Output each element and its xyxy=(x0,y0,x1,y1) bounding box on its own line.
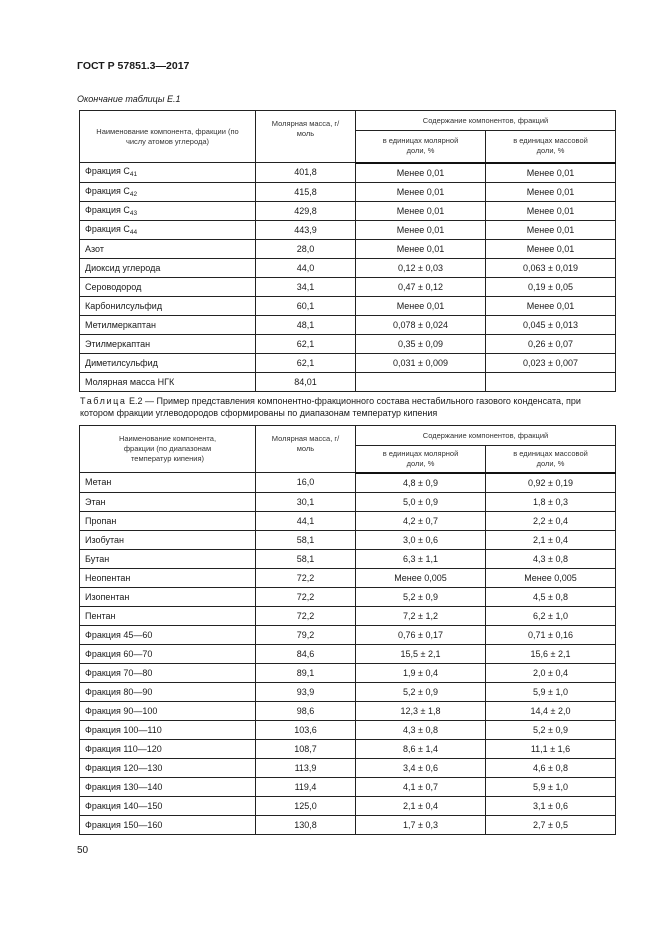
molar-fraction-cell: Менее 0,01 xyxy=(356,296,486,315)
mass-fraction-cell: 1,8 ± 0,3 xyxy=(486,492,616,511)
component-name xyxy=(80,815,256,834)
mass-fraction-cell: 2,7 ± 0,5 xyxy=(486,815,616,834)
component-name-subscript: 42 xyxy=(129,190,138,198)
component-name-text: Изобутан xyxy=(85,534,124,545)
molar-mass-cell: 58,1 xyxy=(256,549,356,568)
molar-mass-cell: 103,6 xyxy=(256,720,356,739)
table-row xyxy=(80,334,616,353)
table-row xyxy=(80,315,616,334)
table-row xyxy=(80,492,616,511)
component-name-text: Фракция 140—150 xyxy=(85,800,163,811)
component-name xyxy=(80,777,256,796)
mass-fraction-cell: Менее 0,01 xyxy=(486,220,616,239)
molar-fraction-cell: Менее 0,01 xyxy=(356,239,486,258)
molar-fraction-cell: 5,0 ± 0,9 xyxy=(356,492,486,511)
component-name xyxy=(80,353,256,372)
mass-fraction-cell: 0,045 ± 0,013 xyxy=(486,315,616,334)
molar-fraction-cell: 3,0 ± 0,6 xyxy=(356,530,486,549)
mass-fraction-cell: 15,6 ± 2,1 xyxy=(486,644,616,663)
component-name xyxy=(80,182,256,201)
table2-caption-label: Таблица xyxy=(80,396,127,406)
molar-fraction-cell: 5,2 ± 0,9 xyxy=(356,587,486,606)
component-name-text: Сероводород xyxy=(85,281,142,292)
component-name xyxy=(80,473,256,493)
table1-header-molar-mass: Молярная масса, г/моль xyxy=(256,111,356,163)
molar-mass-cell: 79,2 xyxy=(256,625,356,644)
molar-mass-cell: 415,8 xyxy=(256,182,356,201)
mass-fraction-cell: 0,92 ± 0,19 xyxy=(486,473,616,493)
table1 xyxy=(79,110,616,392)
component-name-text: Фракция 70—80 xyxy=(85,667,153,678)
table1-header-mass-fraction: в единицах массовой доли, % xyxy=(486,131,616,163)
component-name xyxy=(80,568,256,587)
molar-mass-cell: 34,1 xyxy=(256,277,356,296)
mass-fraction-cell: 5,9 ± 1,0 xyxy=(486,682,616,701)
mass-fraction-cell: 0,26 ± 0,07 xyxy=(486,334,616,353)
component-name-text: Фракция C xyxy=(85,185,130,196)
table2-header-molar-fraction: в единицах молярной доли, % xyxy=(356,446,486,473)
table-row xyxy=(80,163,616,183)
molar-mass-cell: 401,8 xyxy=(256,163,356,183)
component-name xyxy=(80,334,256,353)
molar-fraction-cell: 7,2 ± 1,2 xyxy=(356,606,486,625)
component-name-text: Диоксид углерода xyxy=(85,262,161,273)
table1-header-content: Содержание компонентов, фракций xyxy=(356,111,616,131)
mass-fraction-cell: 14,4 ± 2,0 xyxy=(486,701,616,720)
molar-mass-cell: 48,1 xyxy=(256,315,356,334)
mass-fraction-cell: 5,9 ± 1,0 xyxy=(486,777,616,796)
component-name xyxy=(80,239,256,258)
molar-fraction-cell: 3,4 ± 0,6 xyxy=(356,758,486,777)
component-name xyxy=(80,315,256,334)
molar-mass-cell: 84,6 xyxy=(256,644,356,663)
component-name-text: Фракция 90—100 xyxy=(85,705,158,716)
component-name xyxy=(80,644,256,663)
table-row xyxy=(80,815,616,834)
component-name xyxy=(80,511,256,530)
molar-mass-cell: 28,0 xyxy=(256,239,356,258)
component-name-subscript: 41 xyxy=(129,171,138,179)
table2-header-mass-fraction: в единицах массовой доли, % xyxy=(486,446,616,473)
molar-fraction-cell: Менее 0,01 xyxy=(356,182,486,201)
component-name xyxy=(80,796,256,815)
molar-mass-cell: 30,1 xyxy=(256,492,356,511)
mass-fraction-cell: Менее 0,01 xyxy=(486,296,616,315)
mass-fraction-cell: 2,2 ± 0,4 xyxy=(486,511,616,530)
component-name-text: Фракция 80—90 xyxy=(85,686,153,697)
molar-mass-cell: 89,1 xyxy=(256,663,356,682)
component-name-text: Карбонилсульфид xyxy=(85,300,163,311)
component-name-text: Этилмеркаптан xyxy=(85,338,151,349)
mass-fraction-cell: 6,2 ± 1,0 xyxy=(486,606,616,625)
table-row xyxy=(80,644,616,663)
component-name xyxy=(80,758,256,777)
molar-mass-cell: 16,0 xyxy=(256,473,356,493)
mass-fraction-cell: 4,5 ± 0,8 xyxy=(486,587,616,606)
table-row xyxy=(80,701,616,720)
mass-fraction-cell: Менее 0,01 xyxy=(486,201,616,220)
table-row xyxy=(80,758,616,777)
molar-mass-cell: 125,0 xyxy=(256,796,356,815)
component-name-text: Метилмеркаптан xyxy=(85,319,156,330)
table-row xyxy=(80,258,616,277)
component-name xyxy=(80,530,256,549)
table-row xyxy=(80,625,616,644)
component-name-text: Азот xyxy=(85,243,104,254)
molar-mass-cell: 60,1 xyxy=(256,296,356,315)
total-empty-cell-1 xyxy=(356,372,486,391)
molar-fraction-cell: 1,9 ± 0,4 xyxy=(356,663,486,682)
table2 xyxy=(79,425,616,835)
component-name-text: Фракция 120—130 xyxy=(85,762,163,773)
molar-mass-cell: 108,7 xyxy=(256,739,356,758)
total-row xyxy=(80,372,616,391)
total-empty-cell-2 xyxy=(486,372,616,391)
molar-fraction-cell: 6,3 ± 1,1 xyxy=(356,549,486,568)
component-name-text: Неопентан xyxy=(85,572,131,583)
mass-fraction-cell: 0,19 ± 0,05 xyxy=(486,277,616,296)
molar-fraction-cell: 4,1 ± 0,7 xyxy=(356,777,486,796)
mass-fraction-cell: Менее 0,01 xyxy=(486,182,616,201)
table-row xyxy=(80,530,616,549)
total-molar-mass: 84,01 xyxy=(256,372,356,391)
molar-mass-cell: 72,2 xyxy=(256,587,356,606)
molar-fraction-cell: 4,2 ± 0,7 xyxy=(356,511,486,530)
component-name xyxy=(80,258,256,277)
component-name-text: Фракция 45—60 xyxy=(85,629,153,640)
component-name-text: Фракция 110—120 xyxy=(85,743,162,754)
molar-mass-cell: 443,9 xyxy=(256,220,356,239)
molar-fraction-cell: 8,6 ± 1,4 xyxy=(356,739,486,758)
component-name xyxy=(80,492,256,511)
table-row xyxy=(80,739,616,758)
component-name-text: Фракция C xyxy=(85,223,130,234)
molar-fraction-cell: 0,35 ± 0,09 xyxy=(356,334,486,353)
table-row xyxy=(80,182,616,201)
component-name xyxy=(80,277,256,296)
molar-mass-cell: 130,8 xyxy=(256,815,356,834)
mass-fraction-cell: 4,3 ± 0,8 xyxy=(486,549,616,568)
table-row xyxy=(80,606,616,625)
component-name xyxy=(80,701,256,720)
page-number: 50 xyxy=(77,845,89,856)
component-name-text: Метан xyxy=(85,477,112,488)
component-name-text: Фракция C xyxy=(85,204,130,215)
molar-mass-cell: 58,1 xyxy=(256,530,356,549)
molar-mass-cell: 62,1 xyxy=(256,353,356,372)
mass-fraction-cell: 0,71 ± 0,16 xyxy=(486,625,616,644)
table-row xyxy=(80,777,616,796)
component-name-text: Пентан xyxy=(85,610,116,621)
table2-caption-text: Е.2 — Пример представления компонентно-фракционного состава нестабильного газового конденсата, при котором фракции углеводородов сформированы по диапазонам температур кипения xyxy=(80,396,581,418)
table-row xyxy=(80,568,616,587)
molar-fraction-cell: 2,1 ± 0,4 xyxy=(356,796,486,815)
component-name-text: Диметилсульфид xyxy=(85,357,158,368)
molar-fraction-cell: 0,031 ± 0,009 xyxy=(356,353,486,372)
molar-fraction-cell: Менее 0,01 xyxy=(356,163,486,183)
component-name-text: Фракция C xyxy=(85,166,130,177)
component-name-text: Фракция 100—110 xyxy=(85,724,162,735)
component-name-text: Бутан xyxy=(85,553,110,564)
table-row xyxy=(80,296,616,315)
molar-fraction-cell: 15,5 ± 2,1 xyxy=(356,644,486,663)
molar-mass-cell: 44,1 xyxy=(256,511,356,530)
molar-fraction-cell: 4,3 ± 0,8 xyxy=(356,720,486,739)
table-row xyxy=(80,663,616,682)
molar-fraction-cell: Менее 0,01 xyxy=(356,201,486,220)
component-name xyxy=(80,606,256,625)
molar-mass-cell: 44,0 xyxy=(256,258,356,277)
table-row xyxy=(80,549,616,568)
component-name-text: Фракция 130—140 xyxy=(85,781,163,792)
table-row xyxy=(80,796,616,815)
mass-fraction-cell: 0,023 ± 0,007 xyxy=(486,353,616,372)
mass-fraction-cell: 3,1 ± 0,6 xyxy=(486,796,616,815)
component-name xyxy=(80,720,256,739)
component-name-subscript: 43 xyxy=(129,209,138,217)
component-name xyxy=(80,201,256,220)
mass-fraction-cell: 11,1 ± 1,6 xyxy=(486,739,616,758)
component-name xyxy=(80,739,256,758)
component-name-text: Фракция 60—70 xyxy=(85,648,153,659)
table-row xyxy=(80,682,616,701)
molar-fraction-cell: 1,7 ± 0,3 xyxy=(356,815,486,834)
table2-header-name: Наименование компонента, фракции (по диапазонам температур кипения) xyxy=(80,426,256,473)
mass-fraction-cell: 4,6 ± 0,8 xyxy=(486,758,616,777)
total-label: Молярная масса НГК xyxy=(80,372,256,391)
molar-fraction-cell: 0,12 ± 0,03 xyxy=(356,258,486,277)
component-name-text: Фракция 150—160 xyxy=(85,819,163,830)
molar-mass-cell: 429,8 xyxy=(256,201,356,220)
component-name xyxy=(80,220,256,239)
table1-header-molar-fraction: в единицах молярной доли, % xyxy=(356,131,486,163)
molar-fraction-cell: 5,2 ± 0,9 xyxy=(356,682,486,701)
mass-fraction-cell: Менее 0,01 xyxy=(486,163,616,183)
mass-fraction-cell: 5,2 ± 0,9 xyxy=(486,720,616,739)
table1-header-name: Наименование компонента, фракции (по числу атомов углерода) xyxy=(80,111,256,163)
table-row xyxy=(80,353,616,372)
molar-mass-cell: 98,6 xyxy=(256,701,356,720)
component-name-text: Пропан xyxy=(85,515,117,526)
mass-fraction-cell: 2,1 ± 0,4 xyxy=(486,530,616,549)
table2-caption xyxy=(80,395,615,419)
table-row xyxy=(80,587,616,606)
component-name xyxy=(80,549,256,568)
table1-caption: Окончание таблицы Е.1 xyxy=(77,94,181,104)
standard-number: ГОСТ Р 57851.3—2017 xyxy=(77,60,190,72)
molar-mass-cell: 62,1 xyxy=(256,334,356,353)
component-name-subscript: 44 xyxy=(129,228,138,236)
table2-header-content: Содержание компонентов, фракций xyxy=(356,426,616,446)
component-name xyxy=(80,296,256,315)
table-row xyxy=(80,720,616,739)
molar-fraction-cell: 12,3 ± 1,8 xyxy=(356,701,486,720)
table-row xyxy=(80,277,616,296)
molar-mass-cell: 72,2 xyxy=(256,568,356,587)
component-name-text: Изопентан xyxy=(85,591,130,602)
molar-fraction-cell: Менее 0,01 xyxy=(356,220,486,239)
component-name-text: Этан xyxy=(85,496,106,507)
table-row xyxy=(80,220,616,239)
table-row xyxy=(80,201,616,220)
molar-mass-cell: 93,9 xyxy=(256,682,356,701)
table-row xyxy=(80,473,616,493)
molar-fraction-cell: 4,8 ± 0,9 xyxy=(356,473,486,493)
molar-fraction-cell: Менее 0,005 xyxy=(356,568,486,587)
mass-fraction-cell: 0,063 ± 0,019 xyxy=(486,258,616,277)
molar-mass-cell: 113,9 xyxy=(256,758,356,777)
component-name xyxy=(80,682,256,701)
mass-fraction-cell: Менее 0,005 xyxy=(486,568,616,587)
component-name xyxy=(80,587,256,606)
component-name xyxy=(80,625,256,644)
molar-fraction-cell: 0,47 ± 0,12 xyxy=(356,277,486,296)
table2-header-molar-mass: Молярная масса, г/моль xyxy=(256,426,356,473)
molar-mass-cell: 72,2 xyxy=(256,606,356,625)
table-row xyxy=(80,239,616,258)
mass-fraction-cell: 2,0 ± 0,4 xyxy=(486,663,616,682)
table-row xyxy=(80,511,616,530)
component-name xyxy=(80,663,256,682)
molar-fraction-cell: 0,76 ± 0,17 xyxy=(356,625,486,644)
molar-mass-cell: 119,4 xyxy=(256,777,356,796)
mass-fraction-cell: Менее 0,01 xyxy=(486,239,616,258)
molar-fraction-cell: 0,078 ± 0,024 xyxy=(356,315,486,334)
component-name xyxy=(80,163,256,183)
